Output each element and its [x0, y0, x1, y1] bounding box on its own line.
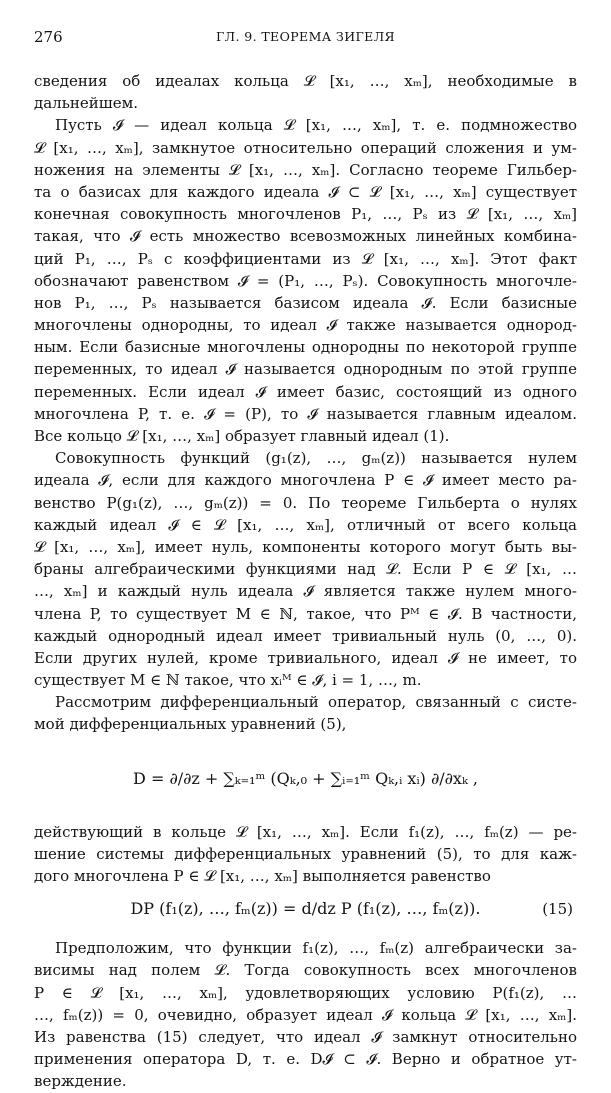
text-line: переменных, то идеал 𝓘 называется однородным по этой группе [34, 360, 577, 379]
text-line: Предположим, что функции f₁(z), …, fₘ(z) алгебраически за- [55, 939, 577, 958]
text-line: конечная совокупность многочленов P₁, …, Pₛ из 𝓛 [x₁, …, xₘ] [34, 205, 577, 224]
text-line: дальнейшем. [34, 94, 139, 113]
text-line: мой дифференциальных уравнений (5), [34, 715, 347, 734]
text-line: такая, что 𝓘 есть множество всевозможных линейных комбина- [34, 227, 577, 246]
text-line: многочлены однородны, то идеал 𝓘 также называется однород- [34, 316, 577, 335]
text-line: Все кольцо 𝓛 [x₁, …, xₘ] образует главный идеал (1). [34, 427, 450, 445]
text-line: обозначают равенством 𝓘 = (P₁, …, Pₛ). Совокупность многочле- [34, 271, 577, 290]
text-line: …, fₘ(z)) = 0, очевидно, образует идеал 𝓘 кольца 𝓛 [x₁, …, xₘ]. [34, 1005, 577, 1024]
text-line: нов P₁, …, Pₛ называется базисом идеала 𝓘. Если базисные [34, 293, 577, 312]
operator-d-formula: D = ∂/∂z + ∑ₖ₌₁ᵐ (Qₖ,₀ + ∑ᵢ₌₁ᵐ Qₖ,ᵢ xᵢ) ∂/∂xₖ , [133, 768, 478, 788]
text-line: ножения на элементы 𝓛 [x₁, …, xₘ]. Согласно теореме Гильбер- [34, 160, 577, 179]
text-line: шение системы дифференциальных уравнений (5), то для каж- [34, 844, 577, 863]
text-line: 𝓛 [x₁, …, xₘ], замкнутое относительно операций сложения и ум- [34, 138, 577, 157]
equation-15 [34, 889, 577, 929]
equation-15-body: DP (f₁(z), …, fₘ(z)) = d/dz P (f₁(z), …, fₘ(z)). [130, 899, 481, 919]
text-line: Из равенства (15) следует, что идеал 𝓘 замкнут относительно [34, 1027, 577, 1046]
text-line: переменных. Если идеал 𝓘 имеет базис, состоящий из одного [34, 382, 577, 401]
running-title: ГЛ. 9. ТЕОРЕМА ЗИГЕЛЯ [215, 29, 396, 44]
text-line: верждение. [34, 1072, 127, 1091]
text-line: 𝓛 [x₁, …, xₘ], имеет нуль, компоненты которого могут быть вы- [34, 537, 577, 556]
text-line: …, xₘ] и каждый нуль идеала 𝓘 является также нулем много- [34, 582, 577, 601]
text-line: каждый идеал 𝓘 ∈ 𝓛 [x₁, …, xₘ], отличный от всего кольца [34, 515, 577, 534]
page-body [34, 70, 577, 1093]
text-line: висимы над полем 𝓛. Тогда совокупность всех многочленов [34, 961, 577, 980]
text-line: Пусть 𝓘 — идеал кольца 𝓛 [x₁, …, xₘ], т. е. подмножество [55, 116, 577, 135]
text-line: многочлена P, т. е. 𝓘 = (P), то 𝓘 называется главным идеалом. [34, 404, 577, 423]
text-line: применения оператора D, т. е. D𝓘 ⊂ 𝓘. Верно и обратное ут- [34, 1050, 577, 1069]
text-line: венство P(g₁(z), …, gₘ(z)) = 0. По теореме Гильберта о нулях [34, 493, 577, 512]
text-line: ным. Если базисные многочлены однородны по некоторой группе [34, 338, 577, 357]
text-line: Рассмотрим дифференциальный оператор, связанный с систе- [55, 693, 577, 712]
text-line: P ∈ 𝓛 [x₁, …, xₘ], удовлетворяющих условию P(f₁(z), … [34, 983, 577, 1002]
text-line: ций P₁, …, Pₛ с коэффициентами из 𝓛 [x₁, …, xₘ]. Этот факт [34, 249, 577, 268]
text-line: та о базисах для каждого идеала 𝓘 ⊂ 𝓛 [x₁, …, xₘ] существует [34, 182, 577, 201]
page-header [34, 28, 577, 50]
text-line: каждый однородный идеал имеет тривиальный нуль (0, …, 0). [34, 626, 577, 645]
text-line: действующий в кольце 𝓛 [x₁, …, xₘ]. Если f₁(z), …, fₘ(z) — ре- [34, 822, 577, 841]
text-line: Совокупность функций (g₁(z), …, gₘ(z)) называется нулем [55, 449, 577, 468]
text-line: сведения об идеалах кольца 𝓛 [x₁, …, xₘ], необходимые в [34, 72, 577, 90]
page-number: 276 [34, 28, 63, 46]
text-line: дого многочлена P ∈ 𝓛 [x₁, …, xₘ] выполняется равенство [34, 867, 491, 885]
text-line: Если других нулей, кроме тривиального, идеал 𝓘 не имеет, то [34, 648, 577, 667]
text-line: члена P, то существует M ∈ ℕ, такое, что Pᴹ ∈ 𝓘. В частности, [34, 604, 577, 623]
text-line: идеала 𝓘, если для каждого многочлена P ∈ 𝓘 имеет место ра- [34, 471, 577, 490]
text-line: браны алгебраическими функциями над 𝓛. Если P ∈ 𝓛 [x₁, … [34, 560, 577, 579]
text-line: существует M ∈ ℕ такое, что xᵢᴹ ∈ 𝓘, i = 1, …, m. [34, 671, 422, 690]
equation-number: (15) [542, 900, 573, 919]
